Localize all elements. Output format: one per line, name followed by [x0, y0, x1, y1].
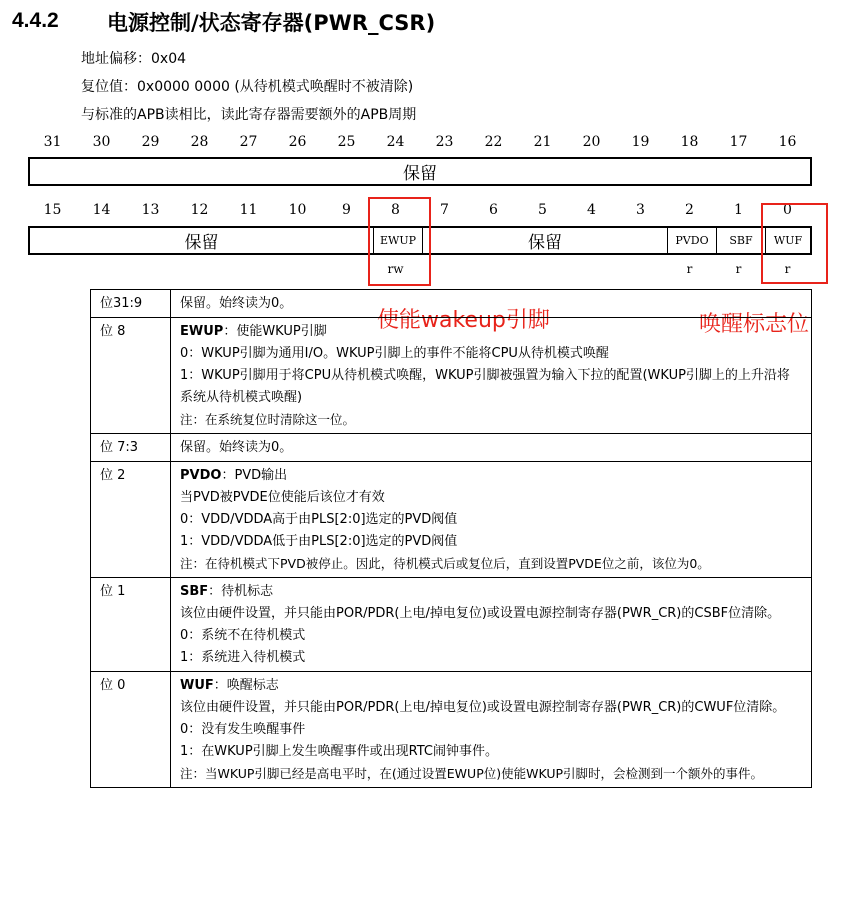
bit-number: 20 — [582, 134, 601, 150]
bit-range-cell: 位 2 — [91, 462, 171, 578]
bit-number: 15 — [43, 202, 62, 218]
bit-number: 10 — [288, 202, 307, 218]
bit-number: 2 — [685, 202, 694, 218]
bit-number: 7 — [440, 202, 449, 218]
table-row — [91, 290, 812, 318]
bit-number: 22 — [484, 134, 503, 150]
field-heading: WUF：唤醒标志 — [180, 678, 279, 693]
field-name: PVDO — [180, 468, 222, 483]
access-wuf: r — [784, 262, 791, 276]
access-pvdo: r — [686, 262, 693, 276]
sbf-field — [716, 228, 765, 253]
bit-number: 1 — [734, 202, 743, 218]
bit-number: 31 — [43, 134, 62, 150]
field-label: 保留 — [184, 233, 219, 253]
bit-number: 25 — [337, 134, 356, 150]
bit-number: 8 — [391, 202, 400, 218]
register-high-row — [28, 157, 812, 186]
bit-range-cell: 位 1 — [91, 578, 171, 672]
field-heading: PVDO：PVD输出 — [180, 468, 288, 483]
ewup-highlight-box — [368, 197, 431, 286]
table-row — [91, 434, 812, 462]
field-label: 保留 — [403, 164, 437, 184]
bit-description-table — [90, 289, 812, 788]
table-row — [91, 318, 812, 434]
description-cell: WUF：唤醒标志 该位由硬件设置，并只能由POR/PDR(上电/掉电复位)或设置电源控制寄存器(PWR_CR)的CWUF位清除。 0：没有发生唤醒事件 1：在WKUP引脚上发生唤醒事件或出现RTC闹钟事件。 注：当WKUP引脚已经是高电平时，在(通过设置EWUP位)使能WKUP引脚时，会检测到一个额外的事件。 — [171, 672, 812, 788]
bit-range-cell: 位 7:3 — [91, 434, 171, 462]
field-label: PVDO — [675, 234, 709, 247]
reserved-field-15-9 — [30, 228, 373, 253]
bit-number: 9 — [342, 202, 351, 218]
field-name: EWUP — [180, 324, 224, 339]
field-name: SBF — [180, 584, 209, 599]
bit-range-cell: 位 8 — [91, 318, 171, 434]
access-ewup: rw — [387, 262, 404, 276]
table-row — [91, 672, 812, 788]
description-cell: 保留。始终读为0。 — [171, 434, 812, 462]
bit-number: 26 — [288, 134, 307, 150]
bit-number: 5 — [538, 202, 547, 218]
high-bit-numbers — [28, 134, 812, 150]
description-cell: EWUP：使能WKUP引脚 0：WKUP引脚为通用I/O。WKUP引脚上的事件不能将CPU从待机模式唤醒 1：WKUP引脚用于将CPU从待机模式唤醒，WKUP引脚被强置为输入下拉的配置(WKUP引脚上的上升沿将系统从待机模式唤醒) 注：在系统复位时清除这一位。 — [171, 318, 812, 434]
wuf-highlight-box — [761, 203, 828, 284]
bit-number: 28 — [190, 134, 209, 150]
reserved-high-field — [30, 159, 810, 184]
bit-number: 16 — [778, 134, 797, 150]
pvdo-field — [667, 228, 716, 253]
apb-note: 与标准的APB读相比，读此寄存器需要额外的APB周期 — [81, 107, 417, 123]
bit-number: 11 — [239, 202, 258, 218]
reserved-field-7-3 — [422, 228, 667, 253]
bit-number: 4 — [587, 202, 596, 218]
bit-number: 24 — [386, 134, 405, 150]
bit-number: 13 — [141, 202, 160, 218]
description-cell: PVDO：PVD输出 当PVD被PVDE位使能后该位才有效 0：VDD/VDDA高于由PLS[2:0]选定的PVD阀值 1：VDD/VDDA低于由PLS[2:0]选定的PVD阀值 注：在待机模式下PVD被停止。因此，待机模式后或复位后，直到设置PVDE位之前，该位为0。 — [171, 462, 812, 578]
bit-number: 3 — [636, 202, 645, 218]
bit-range-cell: 位 0 — [91, 672, 171, 788]
bit-number: 27 — [239, 134, 258, 150]
table-row — [91, 462, 812, 578]
field-heading: SBF：待机标志 — [180, 584, 274, 599]
bit-number: 19 — [631, 134, 650, 150]
bit-number: 21 — [533, 134, 552, 150]
bit-number: 29 — [141, 134, 160, 150]
ewup-annotation: 使能wakeup引脚 — [377, 308, 550, 333]
field-label: 保留 — [528, 233, 562, 253]
bit-number: 30 — [92, 134, 111, 150]
description-cell: SBF：待机标志 该位由硬件设置，并只能由POR/PDR(上电/掉电复位)或设置电源控制寄存器(PWR_CR)的CSBF位清除。 0：系统不在待机模式 1：系统进入待机模式 — [171, 578, 812, 672]
description-cell: 保留。始终读为0。 — [171, 290, 812, 318]
table-row — [91, 578, 812, 672]
bit-number: 12 — [190, 202, 209, 218]
section-title: 电源控制/状态寄存器(PWR_CSR) — [107, 11, 436, 35]
field-label: SBF — [729, 234, 753, 247]
bit-number: 23 — [435, 134, 454, 150]
reset-value: 复位值：0x0000 0000 (从待机模式唤醒时不被清除) — [81, 79, 414, 95]
section-number: 4.4.2 — [12, 9, 59, 32]
field-heading: EWUP：使能WKUP引脚 — [180, 324, 327, 339]
bit-number: 0 — [783, 202, 792, 218]
wuf-annotation: 唤醒标志位 — [699, 312, 810, 337]
bit-number: 14 — [92, 202, 111, 218]
bit-number: 17 — [729, 134, 748, 150]
field-label: WUF — [773, 234, 803, 247]
bit-number: 6 — [489, 202, 498, 218]
field-name: WUF — [180, 678, 214, 693]
bit-range-cell: 位31:9 — [91, 290, 171, 318]
bit-number: 18 — [680, 134, 699, 150]
field-label: EWUP — [379, 234, 416, 247]
access-sbf: r — [735, 262, 742, 276]
address-offset: 地址偏移：0x04 — [81, 51, 187, 67]
